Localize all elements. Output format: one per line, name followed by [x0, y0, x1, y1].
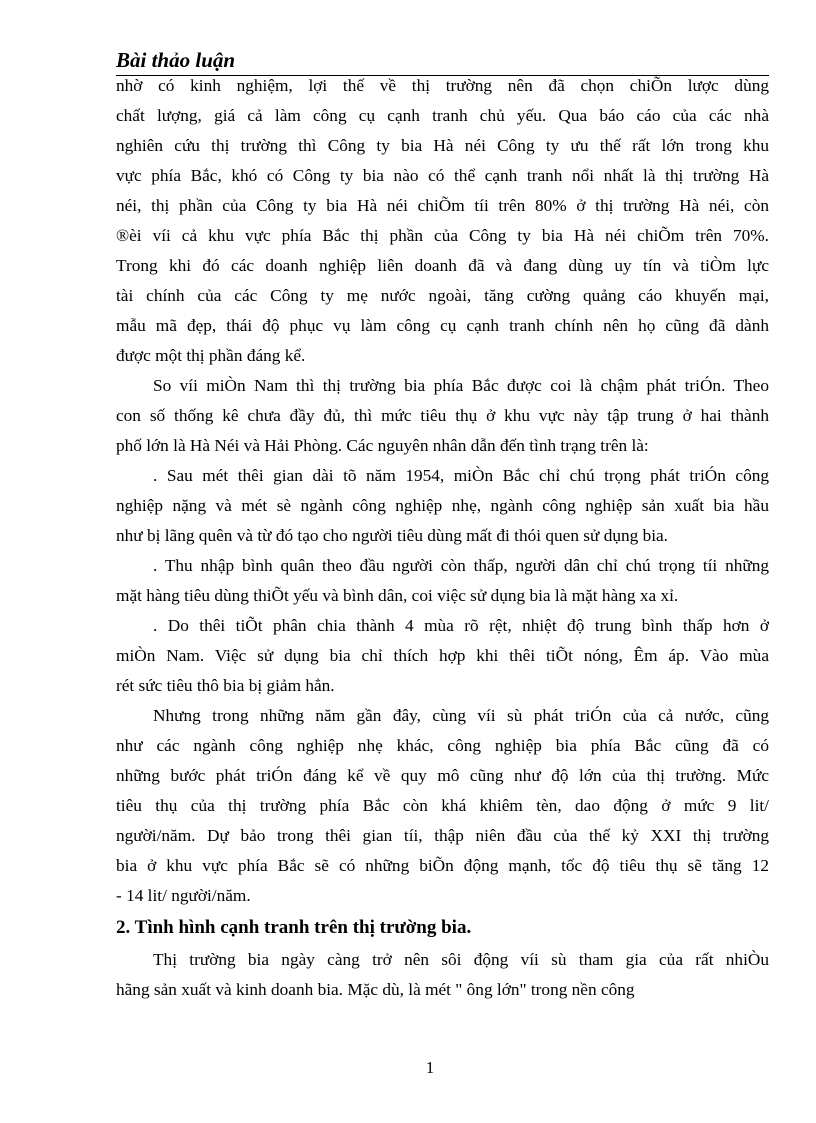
text-line: người/năm. Dự bảo trong thêi gian tíi, thập niên đầu của thế kỷ XXI thị trường: [116, 826, 769, 845]
text-line: Nhưng trong những năm gần đây, cùng víi sù phát triÓn của cả nước, cũng: [153, 706, 769, 725]
text-line: phố lớn là Hà Néi và Hải Phòng. Các nguyên nhân dẫn đến tình trạng trên là:: [116, 436, 649, 455]
text-line: néi, thị phần của Công ty bia Hà néi chiÕm tíi trên 80% ở thị trường Hà néi, còn: [116, 196, 769, 215]
text-line: như các ngành công nghiệp nhẹ khác, công nghiệp bia phía Bắc cũng đã có: [116, 736, 769, 755]
page-number: 1: [425, 1058, 435, 1077]
section-heading: 2. Tình hình cạnh tranh trên thị trường bia.: [116, 917, 472, 938]
paragraph-5: [116, 611, 769, 701]
text-line: mẫu mã đẹp, thái độ phục vụ làm công cụ cạnh tranh chính nên họ cũng đã dành: [116, 316, 769, 335]
text-line: chất lượng, giá cả làm công cụ cạnh tranh chủ yếu. Qua báo cáo của các nhà: [116, 106, 769, 125]
text-line: như bị lãng quên và từ đó tạo cho người tiêu dùng mất đi thói quen sử dụng bia.: [116, 526, 669, 545]
text-line: Thị trường bia ngày càng trở nên sôi động víi sù tham gia của rất nhiÒu: [153, 950, 769, 969]
text-line: . Sau mét thêi gian dài tõ năm 1954, miÒn Bắc chỉ chú trọng phát triÓn công: [153, 466, 769, 485]
document-body: [116, 71, 769, 1005]
paragraph-2: [116, 371, 769, 461]
text-line: . Thu nhập bình quân theo đầu người còn thấp, người dân chỉ chú trọng tíi những: [153, 556, 769, 575]
text-line: nghiệp nặng và mét sè ngành công nghiệp nhẹ, ngành công nghiệp sản xuất bia hầu: [116, 496, 769, 515]
text-line: rét sức tiêu thô bia bị giảm hẳn.: [116, 676, 335, 695]
text-line: ®èi víi cả khu vực phía Bắc thị phần của Công ty bia Hà néi chiÕm trên 70%.: [116, 226, 769, 245]
text-line: tài chính của các Công ty mẹ nước ngoài, tăng cường quảng cáo khuyến mại,: [116, 286, 769, 305]
text-line: những bước phát triÓn đáng kể về quy mô cũng như độ lớn của thị trường. Mức: [116, 766, 769, 785]
paragraph-6: [116, 701, 769, 911]
text-line: nghiên cứu thị trường thì Công ty bia Hà néi Công ty ưu thế rất lớn trong khu: [116, 136, 769, 155]
text-line: tiêu thụ của thị trường phía Bắc còn khá khiêm tèn, dao động ở mức 9 lit/: [116, 796, 769, 815]
paragraph-1: [116, 71, 769, 371]
text-line: vực phía Bắc, khó có Công ty bia nào có thể cạnh tranh nổi nhất là thị trường Hà: [116, 166, 769, 185]
paragraph-7: [116, 945, 769, 1005]
text-line: So víi miÒn Nam thì thị trường bia phía Bắc được coi là chậm phát triÓn. Theo: [153, 376, 769, 395]
text-line: nhờ có kinh nghiệm, lợi thế về thị trường nên đã chọn chiÕn lược dùng: [116, 76, 769, 95]
text-line: mặt hàng tiêu dùng thiÕt yếu và bình dân, coi việc sử dụng bia là mặt hàng xa xỉ.: [116, 586, 679, 605]
text-line: Trong khi đó các doanh nghiệp liên doanh đã và đang dùng uy tín và tiÒm lực: [116, 256, 769, 275]
text-line: . Do thêi tiÕt phân chia thành 4 mùa rõ rệt, nhiệt độ trung bình thấp hơn ở: [153, 616, 769, 635]
header-title: Bài thảo luận: [116, 48, 236, 72]
text-line: bia ở khu vực phía Bắc sẽ có những biÕn động mạnh, tốc độ tiêu thụ sẽ tăng 12: [116, 856, 769, 875]
paragraph-4: [116, 551, 769, 611]
paragraph-3: [116, 461, 769, 551]
text-line: được một thị phần đáng kể.: [116, 346, 306, 365]
text-line: hãng sản xuất và kinh doanh bia. Mặc dù, là mét " ông lớn" trong nền công: [116, 980, 635, 999]
text-line: con số thống kê chưa đầy đủ, thì mức tiêu thụ ở khu vực này tập trung ở hai thành: [116, 406, 769, 425]
text-line: - 14 lit/ người/năm.: [116, 886, 251, 905]
text-line: miÒn Nam. Việc sử dụng bia chỉ thích hợp khi thêi tiÕt nóng, Êm áp. Vào mùa: [116, 646, 769, 665]
